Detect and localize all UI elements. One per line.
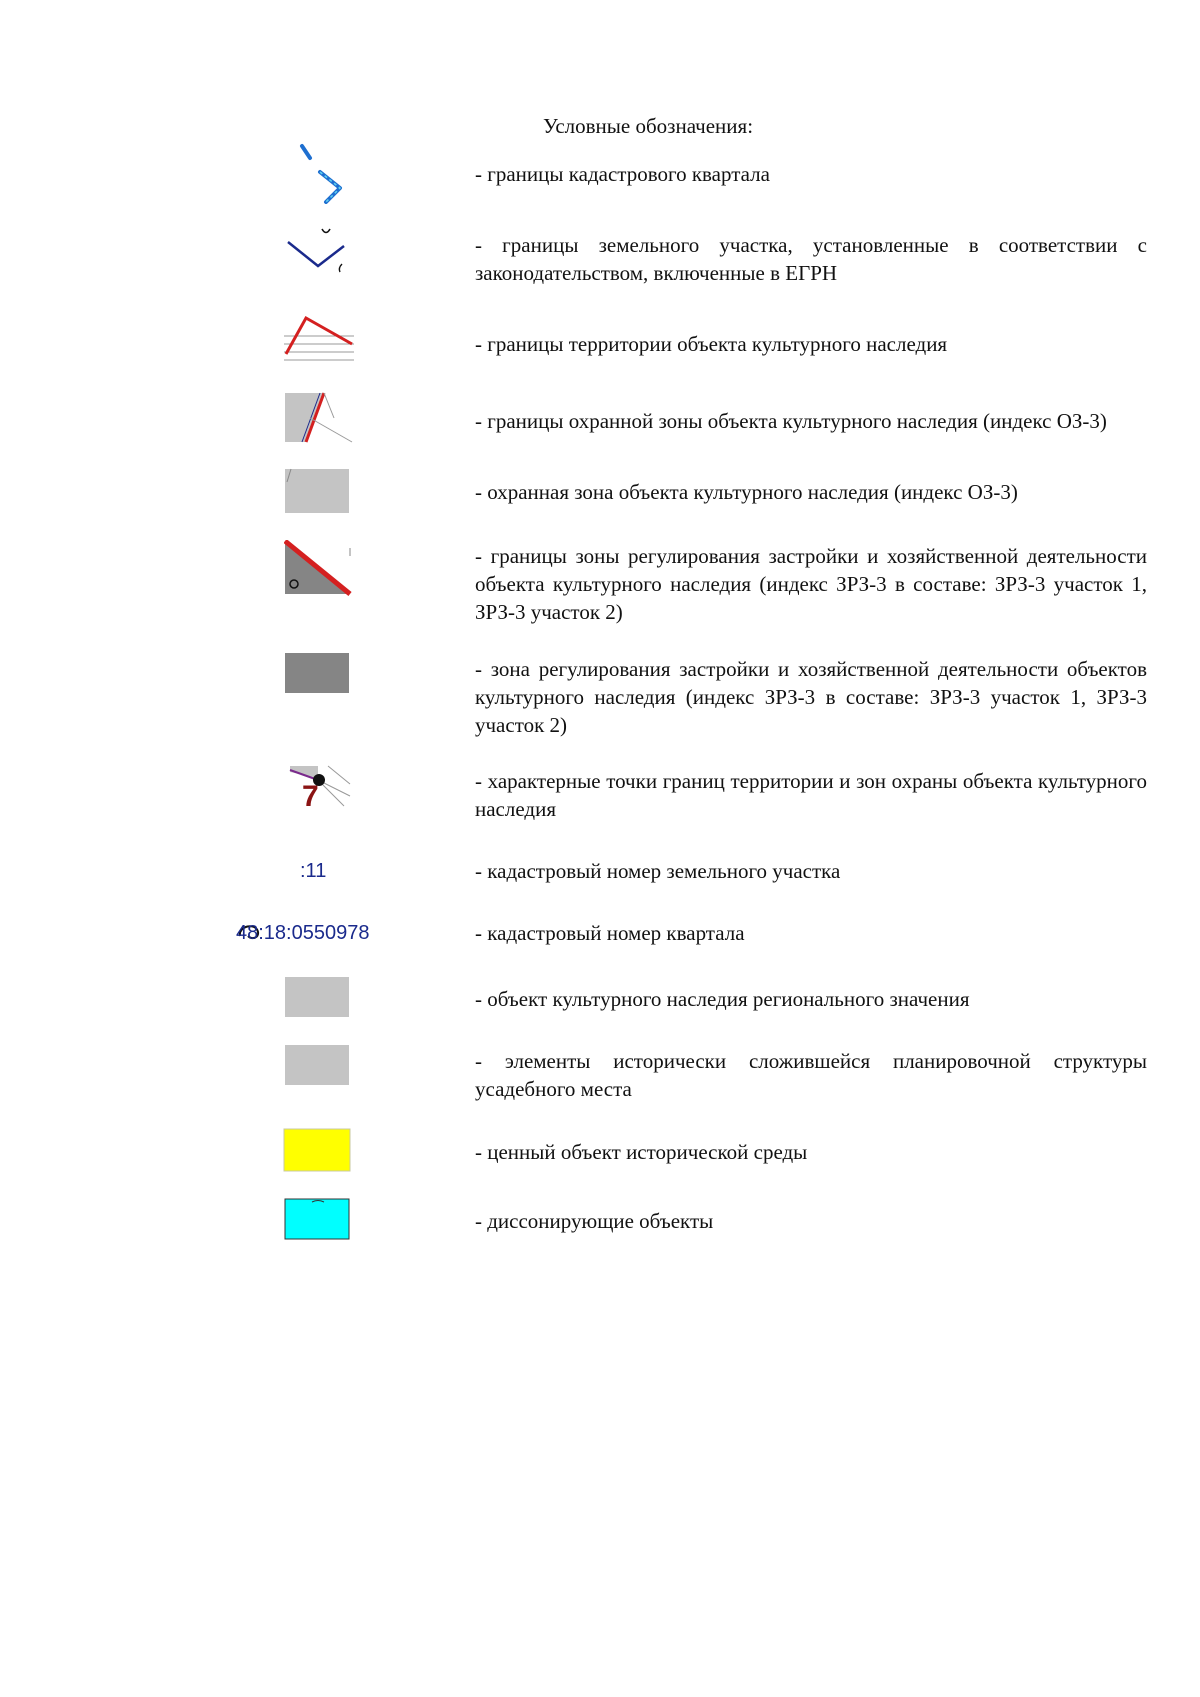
legend-text-8: - характерные точки границ территории и зон охраны объекта культурного наследия bbox=[475, 769, 1147, 821]
cadastral-quarter-boundary-icon bbox=[292, 140, 352, 204]
dissonant-object-icon bbox=[284, 1198, 350, 1240]
plot-number-label: :11 bbox=[300, 860, 327, 882]
regional-heritage-object-icon bbox=[284, 976, 350, 1018]
legend-text-14: - диссонирующие объекты bbox=[475, 1209, 714, 1233]
regulation-zone-boundary-icon bbox=[284, 540, 354, 596]
quarter-number-label: 48:18:0550978 bbox=[236, 922, 370, 944]
legend-text-2: - границы земельного участка, установленные в соответствии с законодательством, включенные в ЕГРН bbox=[475, 233, 1147, 285]
legend-text-5: - охранная зона объекта культурного наследия (индекс ОЗ-3) bbox=[475, 480, 1018, 504]
boundary-point-icon bbox=[288, 764, 358, 822]
legend-text-4: - границы охранной зоны объекта культурного наследия (индекс ОЗ-3) bbox=[475, 409, 1107, 433]
heritage-territory-boundary-icon bbox=[282, 314, 356, 364]
regulation-zone-fill-icon bbox=[284, 652, 350, 694]
land-plot-boundary-icon bbox=[286, 226, 352, 276]
historical-planning-structure-icon bbox=[284, 1044, 350, 1086]
legend-text-7: - зона регулирования застройки и хозяйственной деятельности объектов культурного наследия (индекс ЗРЗ-3 в составе: ЗРЗ-3 участок 1, ЗРЗ-3 участок 2) bbox=[475, 657, 1147, 737]
legend-text-13: - ценный объект исторической среды bbox=[475, 1140, 808, 1164]
legend-text-12: - элементы исторически сложившейся планировочной структуры усадебного места bbox=[475, 1049, 1147, 1101]
legend-text-9: - кадастровый номер земельного участка bbox=[475, 859, 841, 883]
legend-text-1: - границы кадастрового квартала bbox=[475, 162, 770, 186]
legend-text-10: - кадастровый номер квартала bbox=[475, 921, 745, 945]
legend-text-11: - объект культурного наследия регионального значения bbox=[475, 987, 970, 1011]
valuable-historic-object-icon bbox=[283, 1128, 351, 1172]
legend-title: Условные обозначения: bbox=[543, 114, 754, 138]
boundary-point-number: 7 bbox=[302, 780, 319, 813]
legend-text-6: - границы зоны регулирования застройки и хозяйственной деятельности объекта культурного наследия (индекс ЗРЗ-3 в составе: ЗРЗ-3 участок 1, ЗРЗ-3 участок 2) bbox=[475, 544, 1147, 624]
protection-zone-fill-icon bbox=[284, 468, 350, 514]
protection-zone-boundary-icon bbox=[284, 392, 354, 444]
legend-text-3: - границы территории объекта культурного наследия bbox=[475, 332, 948, 356]
